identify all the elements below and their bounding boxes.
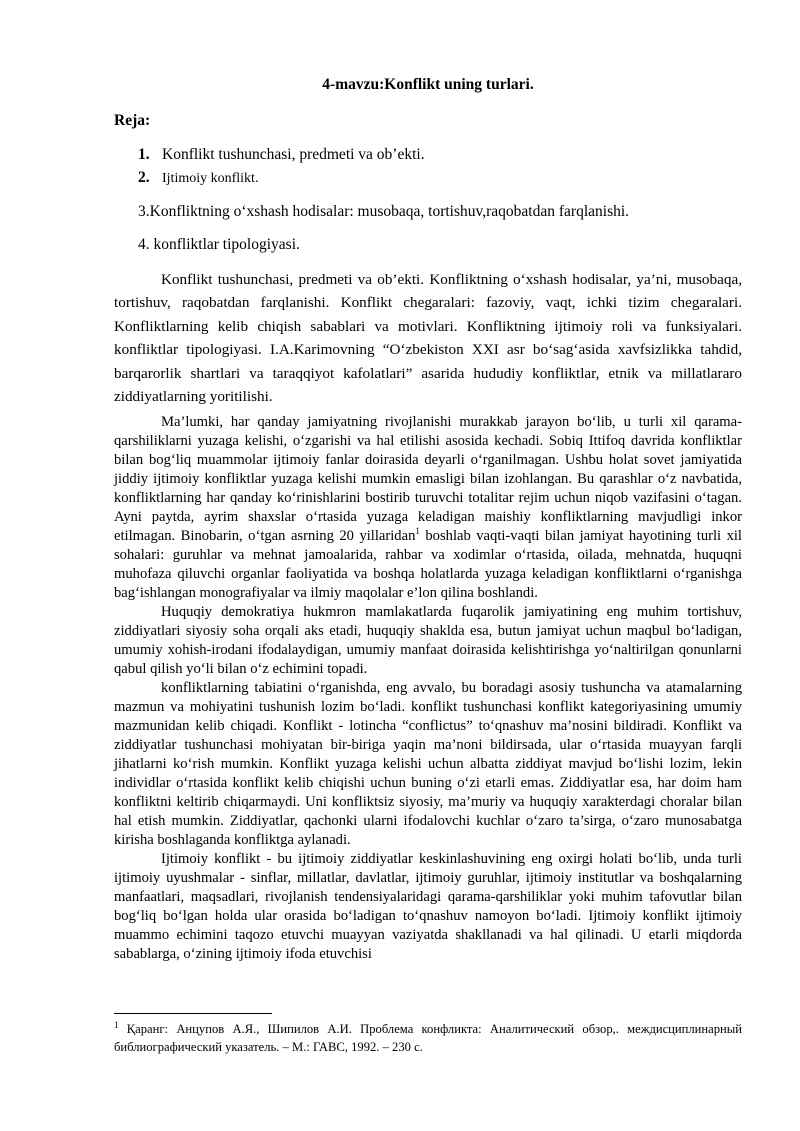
plan-item-text: 4. konfliktlar tipologiyasi. [138, 236, 300, 253]
intro-paragraph: Konflikt tushunchasi, predmeti va ob’ekti. Konfliktning o‘xshash hodisalar, ya’ni, musobaqa, tortishuv, raqobatdan farqlanishi. Konflikt chegaralari: fazoviy, vaqt, ichki tizim chegaralari. Konfliktlarning kelib chiqish sabablari va motivlari. Konfliktning ijtimoiy roli va funksiyalari. konfliktlar tipologiyasi. I.A.Karimovning “O‘zbekiston XXI asr bo‘sag‘asida xavfsizlikka tahdid, barqarorlik shartlari va taraqqiyot kafolatlari” asarida hududiy konfliktlar, etnik va millatlararo ziddiyatlarning yoritilishi. [114, 271, 742, 406]
body-text-run: Ma’lumki, har qanday jamiyatning rivojlanishi murakkab jarayon bo‘lib, u turli xil qarama-qarshiliklarni yuzaga kelishi, o‘zgarishi va hal etilishi asosida kechadi. Sobiq Ittifoq davrida konfliktlar bilan bog‘liq muammolar ijtimoiy fanlar doirasida deyarli o‘rganilmagan. Ushbu holat sovet jamiyatida jiddiy ijtimoiy konfliktlar yuzaga kelishi mumkin emasligi bilan izohlangan. Bu qarashlar o‘z navbatida, konfliktlarning har qanday ko‘rinishlarini bostirib turuvchi totalitar rejim uchun niqob vazifasini o‘tagan. Ayni paytda, ayrim shaxslar o‘rtasida yuzaga keladigan maishiy konfliktlarning mavjudligi inkor etilmagan. Binobarin, o‘tgan asrning 20 yillaridan [114, 414, 742, 544]
plan-item-text: 3.Konfliktning o‘xshash hodisalar: musobaqa, tortishuv,raqobatdan farqlanishi. [138, 203, 630, 220]
page-title: 4-mavzu:Konflikt uning turlari. [322, 76, 534, 93]
plan-heading: Reja: [114, 112, 151, 129]
footnote-text: Қаранг: Анцупов А.Я., Шипилов А.И. Проблема конфликта: Аналитический обзор,. междисциплинарный библиографический указатель. – М.: ГАВС, 1992. – 230 с. [114, 1022, 742, 1054]
body-paragraph: konfliktlarning tabiatini o‘rganishda, eng avvalo, bu boradagi asosiy tushuncha va atamalarning mazmun va mohiyatini tushunish lozim bo‘ladi. konflikt tushunchasi konflikt kategoriyasining umumiy mazmunidan kelib chiqadi. Konflikt - lotincha “conflictus” to‘qnashuv ma’nosini bildiradi. Konflikt va ziddiyatlar tushunchasi mohiyatan bir-biriga yaqin ma’noni bildirsada, ular o‘rtasida muayyan farqli jihatlarni ko‘rish mumkin. Konflikt yuzaga kelishi uchun albatta ziddiyat mavjud bo‘lishi lozim, lekin individlar o‘rtasida konflikt kelib chiqishi uchun buning o‘zi etarli emas. Ziddiyatlar esa, har doim ham konfliktni keltirib chiqarmaydi. Uni konfliktsiz siyosiy, ma’muriy va huquqiy xarakterdagi choralar bilan hal etish mumkin. Ziddiyatlar, qachonki ularni ifodalovchi kuchlar o‘zaro ta’sirga, o‘zaro munosabatga kirisha boshlaganda konfliktga aylanadi. [114, 680, 742, 848]
footnote [114, 1020, 742, 1056]
plan-item [138, 169, 258, 187]
body-text [114, 413, 742, 964]
body-paragraph: Ijtimoiy konflikt - bu ijtimoiy ziddiyatlar keskinlashuvining eng oxirgi holati bo‘lib, unda turli ijtimoiy uyushmalar - sinflar, millatlar, davlatlar, ijtimoiy guruhlar, ijtimoiy institutlar va boshqalarning manfaatlari, maqsadlari, rivojlanish tendensiyalaridagi qarama-qarshiliklar yoki muhim tafovutlar bilan bog‘liq bo‘lgan holda ular orasida bo‘ladigan to‘qnashuv namoyon bo‘ladi. Ijtimoiy konflikt ijtimoiy muammo echimini taqozo etuvchi muayyan vaziyatda shakllanadi va hal qilinadi. U etarli miqdorda sabablarga, o‘zining ijtimoiy ifoda etuvchisi [114, 851, 742, 962]
footnote-mark: 1 [114, 1019, 119, 1030]
plan-item [138, 236, 300, 254]
plan-item-text: Ijtimoiy konflikt. [162, 171, 259, 186]
plan-item [138, 203, 629, 221]
plan-item-number: 2. [138, 169, 150, 186]
footnote-separator [114, 1013, 272, 1014]
footnote-reference[interactable]: 1 [415, 526, 420, 537]
body-text-run: boshlab vaqti-vaqti bilan jamiyat hayotining turli xil sohalari: guruhlar va mehnat jamoalarida, rahbar va xodimlar o‘rtasida, oilada, mehnatda, huquqni muhofaza qiluvchi organlar faoliyatida va boshqa holatlarda yuzaga keladigan konfliktlarni o‘rganishga bag‘ishlangan monografiyalar va ilmiy maqolalar e’lon qilina boshlandi. [114, 528, 742, 601]
body-paragraph: Huquqiy demokratiya hukmron mamlakatlarda fuqarolik jamiyatining eng muhim tortishuv, ziddiyatlari siyosiy soha orqali aks etadi, huquqiy shaklda esa, butun jamiyat uchun maqbul bo‘ladigan, umumiy xohish-irodani ifodalaydigan, umumiy manfaat doirasida kelishtirishga yo‘naltirilgan qonunlarni qabul qilish yo‘li bilan o‘z echimini topadi. [114, 604, 742, 677]
plan-item [138, 146, 425, 164]
plan-item-text: Konflikt tushunchasi, predmeti va ob’ekti. [162, 146, 425, 163]
body-paragraph [114, 413, 742, 603]
plan-item-number: 1. [138, 146, 150, 163]
